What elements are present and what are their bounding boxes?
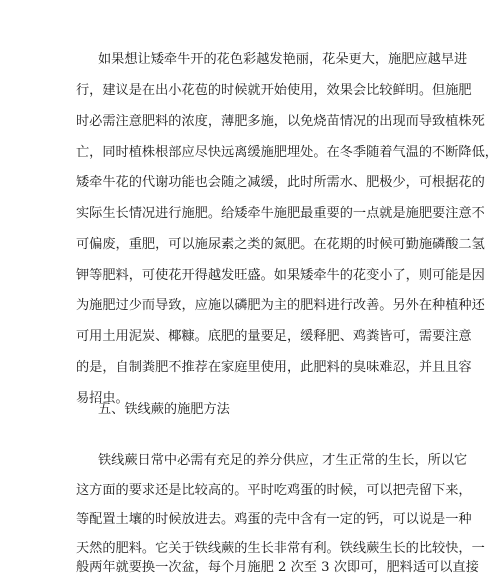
paragraph1-line-12: 易招虫。 xyxy=(76,391,129,406)
paragraph1-line-8: 钾等肥料，可使花开得越发旺盛。如果矮牵牛的花变小了，则可能是因 xyxy=(76,268,485,283)
paragraph1-line-6: 实际生长情况进行施肥。给矮牵牛施肥最重要的一点就是施肥要注意不 xyxy=(76,206,485,221)
paragraph1-line-11: 的是，自制粪肥不推荐在家庭里使用，此肥料的臭味难忍，并且且容 xyxy=(76,360,472,375)
paragraph2-line-5: 般两年就要换一次盆，每个月施肥 2 次至 3 次即可，肥料适可以直接 xyxy=(76,560,479,575)
paragraph1-line-7: 可偏废，重肥，可以施尿素之类的氮肥。在花期的时候可勤施磷酸二氢 xyxy=(76,237,485,252)
paragraph2-line-2: 这方面的要求还是比较高的。平时吃鸡蛋的时候，可以把壳留下来， xyxy=(76,483,472,498)
paragraph1-line-9: 为施肥过少而导致，应施以磷肥为主的肥料进行改善。另外在种植种还 xyxy=(76,298,485,313)
section-heading: 五、铁线蕨的施肥方法 xyxy=(98,402,230,417)
paragraph1-line-4: 亡，同时植株根部应尽快远离缓施肥埋处。在冬季随着气温的不断降低， xyxy=(76,145,498,160)
paragraph1-line-2: 行，建议是在出小花苞的时候就开始使用，效果会比较鲜明。但施肥 xyxy=(76,83,472,98)
paragraph1-line-3: 时必需注意肥料的浓度，薄肥多施，以免烧苗情况的出现而导致植株死 xyxy=(76,114,485,129)
paragraph1-line-5: 矮牵牛花的代谢功能也会随之减缓，此时所需水、肥极少，可根据花的 xyxy=(76,175,485,190)
paragraph2-line-1: 铁线蕨日常中必需有充足的养分供应，才生正常的生长，所以它 xyxy=(98,453,468,468)
paragraph2-line-3: 等配置土壤的时候放进去。鸡蛋的壳中含有一定的钙，可以说是一种 xyxy=(76,512,472,527)
paragraph1-line-1: 如果想让矮牵牛开的花色彩越发艳丽，花朵更大，施肥应越早进 xyxy=(98,52,468,67)
paragraph1-line-10: 可用土用泥炭、椰糠。底肥的量要足，缓释肥、鸡粪皆可，需要注意 xyxy=(76,329,472,344)
paragraph2-line-4: 天然的肥料。它关于铁线蕨的生长非常有利。铁线蕨生长的比较快，一 xyxy=(76,541,485,556)
